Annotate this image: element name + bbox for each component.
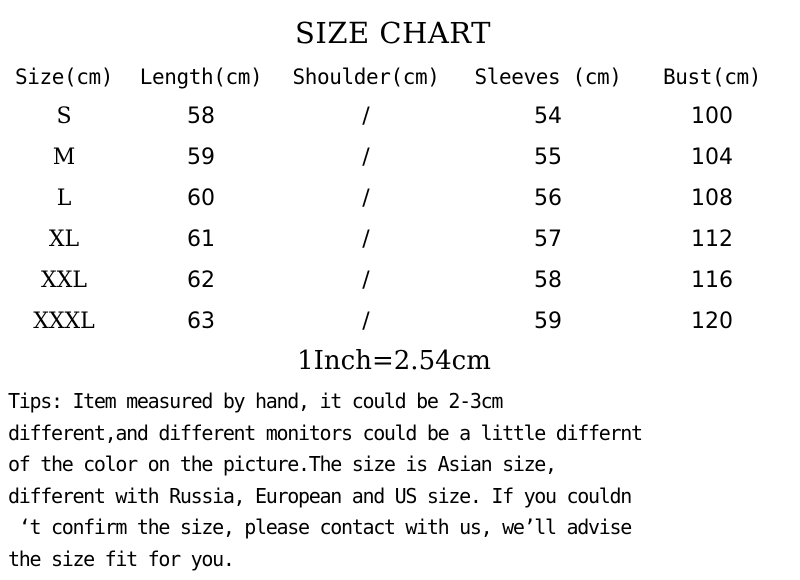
tips-line: Tips: Item measured by hand, it could be 2-3cm bbox=[8, 389, 503, 413]
header-size: Size(cm) bbox=[15, 65, 113, 89]
tips-line: different with Russia, European and US size. If you couldn bbox=[8, 483, 631, 508]
size-cell: XXL bbox=[41, 268, 87, 293]
shoulder-cell: / bbox=[362, 145, 370, 170]
bust-cell: 120 bbox=[691, 309, 733, 334]
size-cell: S bbox=[56, 104, 72, 129]
table-header-row bbox=[4, 58, 782, 96]
bust-cell: 104 bbox=[691, 145, 733, 170]
length-cell: 62 bbox=[187, 268, 215, 293]
length-cell: 60 bbox=[187, 186, 215, 211]
size-cell: L bbox=[56, 186, 72, 211]
sleeves-cell: 59 bbox=[534, 309, 562, 334]
table-row bbox=[4, 260, 782, 301]
sleeves-cell: 56 bbox=[534, 186, 562, 211]
shoulder-cell: / bbox=[362, 309, 370, 334]
page-title: SIZE CHART bbox=[295, 16, 491, 50]
table-row bbox=[4, 219, 782, 260]
size-cell: XL bbox=[48, 227, 80, 252]
size-cell: M bbox=[52, 145, 76, 170]
bust-cell: 100 bbox=[691, 104, 733, 129]
header-sleeves: Sleeves (cm) bbox=[474, 65, 622, 89]
tips-line: the size fit for you. bbox=[8, 546, 234, 571]
table-row bbox=[4, 301, 782, 342]
tips-paragraph bbox=[8, 386, 792, 575]
shoulder-cell: / bbox=[362, 104, 370, 129]
sleeves-cell: 55 bbox=[534, 145, 562, 170]
header-shoulder: Shoulder(cm) bbox=[292, 65, 440, 89]
sleeves-cell: 58 bbox=[534, 268, 562, 293]
bust-cell: 108 bbox=[691, 186, 733, 211]
size-cell: XXXL bbox=[33, 309, 95, 334]
header-length: Length(cm) bbox=[139, 65, 263, 89]
header-bust: Bust(cm) bbox=[663, 65, 761, 89]
length-cell: 63 bbox=[187, 309, 215, 334]
bust-cell: 112 bbox=[691, 227, 733, 252]
unit-conversion-note: 1Inch=2.54cm bbox=[297, 346, 491, 376]
bust-cell: 116 bbox=[691, 268, 733, 293]
sleeves-cell: 54 bbox=[534, 104, 562, 129]
shoulder-cell: / bbox=[362, 268, 370, 293]
tips-line: of the color on the picture.The size is Asian size, bbox=[8, 452, 556, 476]
length-cell: 59 bbox=[187, 145, 215, 170]
tips-line: different,and different monitors could be a little differnt bbox=[8, 420, 642, 445]
length-cell: 61 bbox=[187, 227, 215, 252]
shoulder-cell: / bbox=[362, 227, 370, 252]
size-chart-table bbox=[4, 58, 782, 342]
shoulder-cell: / bbox=[362, 186, 370, 211]
table-row bbox=[4, 96, 782, 137]
length-cell: 58 bbox=[187, 104, 215, 129]
table-row bbox=[4, 178, 782, 219]
table-row bbox=[4, 137, 782, 178]
tips-line: ‘t confirm the size, please contact with us, we’ll advise bbox=[8, 515, 631, 539]
sleeves-cell: 57 bbox=[534, 227, 562, 252]
